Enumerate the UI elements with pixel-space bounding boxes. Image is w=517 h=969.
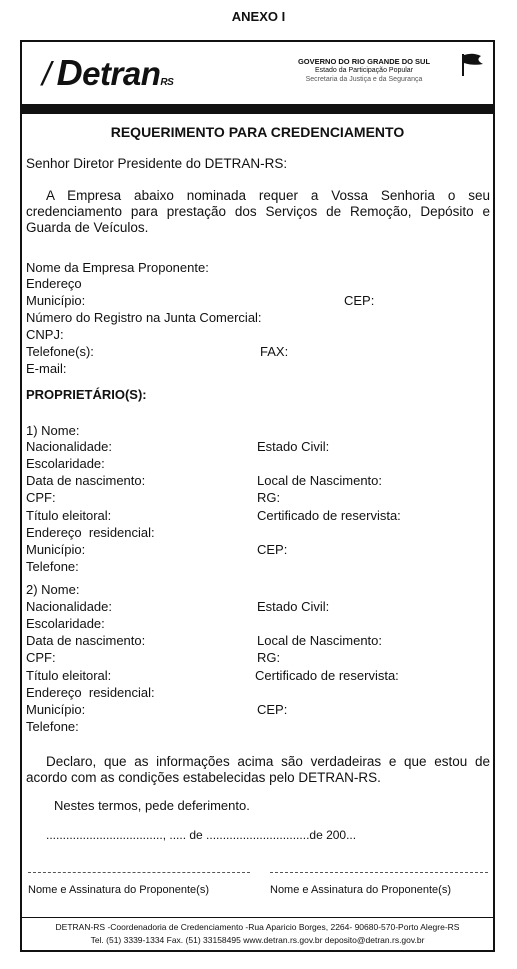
owner-1-phone-label: Telefone: — [26, 559, 79, 574]
owners-heading: PROPRIETÁRIO(S): — [26, 387, 147, 402]
owner-2-education-label: Escolaridade: — [26, 616, 105, 631]
logo-suffix: RS — [160, 77, 174, 88]
form-title: REQUERIMENTO PARA CREDENCIAMENTO — [110, 124, 405, 140]
owner-1-city-label: Município: — [26, 542, 86, 557]
owner-1-birth-date-label: Data de nascimento: — [26, 473, 146, 488]
declaration-paragraph: Declaro, que as informações acima são verdadeiras e que estou de acordo com as condições estabelecidas pelo DETRAN-RS. — [26, 754, 490, 785]
owner-1-education-label: Escolaridade: — [26, 456, 105, 471]
annex-title: ANEXO I — [231, 9, 286, 24]
owner-1-name-label: 1) Nome: — [26, 423, 80, 438]
owner-2-birth-place-label: Local de Nascimento: — [257, 633, 383, 648]
owner-2-reservist-label: Certificado de reservista: — [255, 668, 399, 683]
owner-1-rg-label: RG: — [257, 490, 281, 505]
footer-divider — [22, 917, 493, 918]
gov-line-1: GOVERNO DO RIO GRANDE DO SUL — [297, 57, 431, 66]
form-frame — [20, 40, 495, 952]
owner-1-cep-label: CEP: — [257, 542, 288, 557]
signature-line-2 — [270, 872, 488, 873]
owner-1-cpf-label: CPF: — [26, 490, 56, 505]
form-header — [22, 42, 493, 114]
company-cnpj-label: CNPJ: — [26, 327, 64, 342]
company-city-label: Município: — [26, 293, 86, 308]
owner-1-birth-place-label: Local de Nascimento: — [257, 473, 383, 488]
company-cep-label: CEP: — [344, 293, 375, 308]
intro-paragraph: A Empresa abaixo nominada requer a Vossa Senhoria o seu credenciamento para prestação dos Serviços de Remoção, Depósito e Guarda de Veículos. — [26, 188, 490, 235]
owner-2-nationality-label: Nacionalidade: — [26, 599, 113, 614]
gov-line-3: Secretaria da Justiça e da Segurança — [305, 76, 423, 83]
company-address-label: Endereço — [26, 276, 82, 291]
owner-2-cep-label: CEP: — [257, 702, 288, 717]
state-flag-icon — [459, 52, 487, 78]
company-email-label: E-mail: — [26, 361, 67, 376]
signature-line-1 — [28, 872, 250, 873]
owner-2-voter-label: Título eleitoral: — [26, 668, 112, 683]
company-name-label: Nome da Empresa Proponente: — [26, 260, 209, 275]
government-block — [274, 57, 454, 84]
closing-text: Nestes termos, pede deferimento. — [54, 798, 250, 813]
gov-line-2: Estado da Participação Popular — [314, 67, 414, 74]
owner-2-home-address-label: Endereço residencial: — [26, 685, 155, 700]
owner-2-civil-label: Estado Civil: — [257, 599, 330, 614]
detran-logo: / DetranRS — [42, 52, 174, 93]
owner-2-name-label: 2) Nome: — [26, 582, 80, 597]
owner-2-cpf-label: CPF: — [26, 650, 56, 665]
company-registry-label: Número do Registro na Junta Comercial: — [26, 310, 262, 325]
footer-contacts: Tel. (51) 3339-1334 Fax. (51) 33158495 www.detran.rs.gov.br deposito@detran.rs.gov.br — [90, 935, 425, 945]
salutation: Senhor Diretor Presidente do DETRAN-RS: — [26, 156, 288, 171]
logo-slash-icon: / — [42, 55, 51, 92]
owner-2-city-label: Município: — [26, 702, 86, 717]
owner-2-rg-label: RG: — [257, 650, 281, 665]
owner-1-home-address-label: Endereço residencial: — [26, 525, 155, 540]
logo-text: etran — [82, 55, 161, 92]
owner-2-birth-date-label: Data de nascimento: — [26, 633, 146, 648]
owner-1-civil-label: Estado Civil: — [257, 439, 330, 454]
signature-label-1: Nome e Assinatura do Proponente(s) — [28, 884, 209, 896]
company-phone-label: Telefone(s): — [26, 344, 94, 359]
owner-1-voter-label: Título eleitoral: — [26, 508, 112, 523]
owner-2-phone-label: Telefone: — [26, 719, 79, 734]
company-fax-label: FAX: — [260, 344, 289, 359]
date-line: ..................................., ..... de ...............................de 200... — [46, 828, 357, 842]
owner-1-nationality-label: Nacionalidade: — [26, 439, 113, 454]
signature-label-2: Nome e Assinatura do Proponente(s) — [270, 884, 451, 896]
owner-1-reservist-label: Certificado de reservista: — [257, 508, 401, 523]
footer-address: DETRAN-RS -Coordenadoria de Credenciamento -Rua Aparicio Borges, 2264- 90680-570-Porto Alegre-RS — [55, 922, 460, 932]
